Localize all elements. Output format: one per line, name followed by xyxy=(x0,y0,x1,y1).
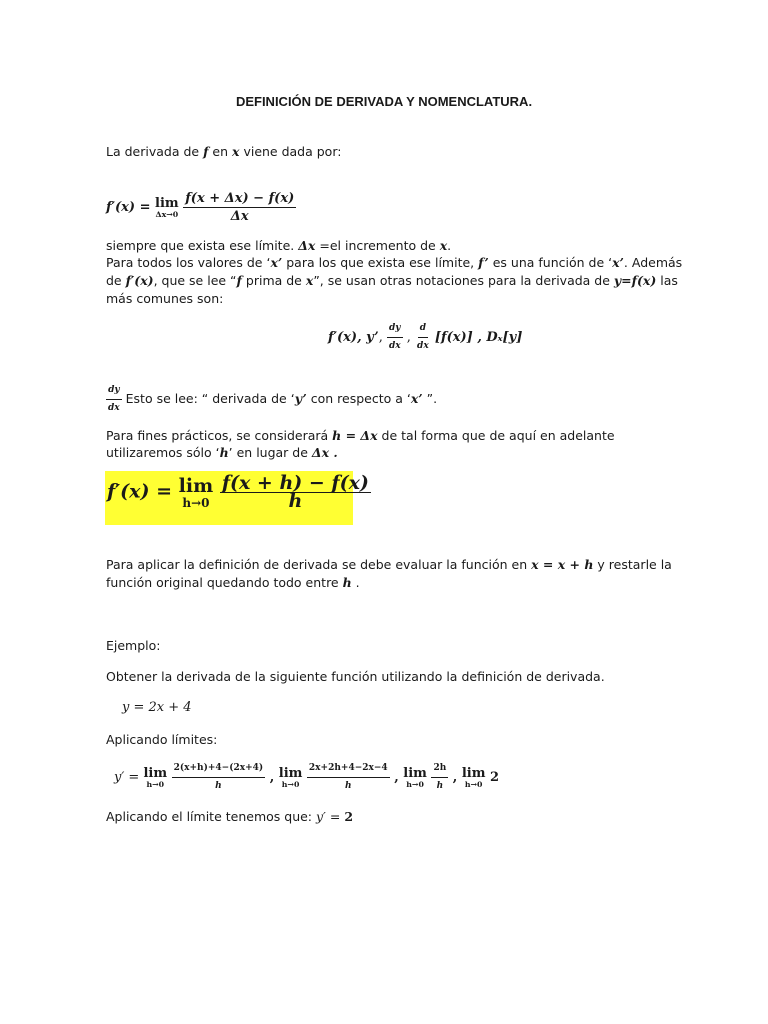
math-y-fx: y=f(x) xyxy=(613,273,657,288)
numerator: 2(x+h)+4−(2x+4) xyxy=(172,760,266,778)
math-x: x xyxy=(439,238,448,253)
dydx-numerator: dy xyxy=(387,320,403,338)
separator: , xyxy=(269,770,279,785)
limit-operator xyxy=(462,767,486,789)
lim-label: lim xyxy=(278,765,303,781)
lim-subscript: h→0 xyxy=(146,779,165,789)
dydx-numerator: dy xyxy=(106,382,122,400)
text: de tal forma que de aquí en adelante xyxy=(377,428,615,443)
text: siempre que exista ese límite. xyxy=(106,238,299,253)
math-x: x’ xyxy=(410,391,423,406)
denominator: h xyxy=(436,781,444,791)
text: con respecto a ‘ xyxy=(306,391,411,406)
fraction-numerator: f(x + Δx) − f(x) xyxy=(185,191,295,206)
text: Para todos los valores de ‘ xyxy=(106,255,271,270)
numerator: 2h xyxy=(431,760,448,778)
dydx-denominator: dx xyxy=(388,341,401,351)
d-denominator: dx xyxy=(417,341,429,351)
text: en xyxy=(208,144,233,159)
page-title: DEFINICIÓN DE DERIVADA Y NOMENCLATURA. xyxy=(235,94,533,109)
highlighted-derivative-formula xyxy=(107,472,371,512)
dydx-denominator: dx xyxy=(108,403,120,413)
lim-subscript: h→0 xyxy=(464,779,483,789)
limit-fraction-1 xyxy=(172,760,266,795)
notation-fprime: f′(x), xyxy=(328,330,367,345)
math-dx: Δx . xyxy=(311,445,338,460)
example-instruction: Obtener la derivada de la siguiente función utilizando la definición de derivada. xyxy=(106,669,605,684)
limit-operator xyxy=(403,767,427,789)
lim-subscript: Δx→0 xyxy=(155,209,179,219)
limit-operator xyxy=(143,767,167,789)
math-f: f xyxy=(203,144,209,159)
separator: , xyxy=(452,770,462,785)
text: es una función de ‘ xyxy=(488,255,613,270)
example-function: y = 2x + 4 xyxy=(122,700,192,715)
yprime-label: y′ = xyxy=(114,770,144,785)
separator: , xyxy=(394,770,404,785)
paragraph-line-1 xyxy=(106,254,682,271)
notation-yprime: y’ xyxy=(366,330,379,345)
lim-subscript: h→0 xyxy=(406,779,424,789)
derivative-definition-formula xyxy=(106,190,296,225)
lim-label: lim xyxy=(143,765,168,781)
math-dx: Δx xyxy=(298,238,316,253)
math-fprime-x: f′(x) xyxy=(125,273,154,288)
paragraph-line-3: más comunes son: xyxy=(106,291,224,306)
fraction-denominator: Δx xyxy=(230,209,249,224)
text: =el incremento de xyxy=(315,238,440,253)
lim-label: lim xyxy=(461,765,486,781)
limit-result: 2 xyxy=(490,770,500,785)
fraction xyxy=(220,472,371,512)
numerator: 2x+2h+4−2x−4 xyxy=(307,760,390,778)
math-x-eq-x-plus-h: x = x + h xyxy=(531,557,594,572)
text: ”, se usan otras notaciones para la derivada de xyxy=(313,273,614,288)
text: Esto se lee: “ derivada de ‘ xyxy=(121,391,295,406)
fraction-denominator: h xyxy=(288,490,303,512)
text: Para aplicar la definición de derivada se debe evaluar la función en xyxy=(106,557,532,572)
limit-operator xyxy=(178,474,214,510)
notation-dydx xyxy=(387,320,403,355)
paragraph-line-2 xyxy=(106,272,678,289)
text: función original quedando todo entre xyxy=(106,575,343,590)
text: y restarle la xyxy=(593,557,672,572)
dydx-fraction xyxy=(106,382,122,417)
limit-fraction-3 xyxy=(431,760,448,795)
math-f: f xyxy=(236,273,242,288)
limits-row xyxy=(114,760,499,795)
practical-line-2 xyxy=(106,444,338,461)
lim-subscript: h→0 xyxy=(182,495,210,510)
text: de xyxy=(106,273,126,288)
d-numerator: d xyxy=(418,320,428,338)
separator: , xyxy=(378,330,387,345)
text: . xyxy=(447,238,452,253)
text: . xyxy=(351,575,360,590)
fraction xyxy=(183,190,296,225)
separator: , xyxy=(402,330,416,345)
limit-operator xyxy=(155,197,179,219)
math-x: x xyxy=(305,273,314,288)
dydx-reading-line xyxy=(106,382,437,417)
practical-line-1 xyxy=(106,427,615,444)
lim-label: lim xyxy=(178,474,214,497)
text: ”. xyxy=(422,391,438,406)
fraction-numerator: f(x + h) − f(x) xyxy=(221,472,369,494)
text: para los que exista ese límite, xyxy=(282,255,479,270)
formula-lhs: f′(x) = xyxy=(107,480,179,503)
limit-fraction-2 xyxy=(307,760,390,795)
notation-bracket-fx: [f(x)] , xyxy=(434,330,487,345)
math-h: h xyxy=(219,445,229,460)
math-x: x’ xyxy=(270,255,283,270)
math-h: h xyxy=(342,575,352,590)
apply-line-2 xyxy=(106,574,360,591)
apply-line-1 xyxy=(106,556,672,573)
notation-d-dx xyxy=(415,320,431,355)
math-h-eq-dx: h = Δx xyxy=(332,428,378,443)
text: viene dada por: xyxy=(239,144,342,159)
notation-dx-y: Dₓ[y] xyxy=(486,330,523,345)
applying-limits-label: Aplicando límites: xyxy=(106,732,218,747)
denominator: h xyxy=(215,781,222,791)
intro-line xyxy=(106,143,341,160)
text: las xyxy=(656,273,678,288)
example-heading: Ejemplo: xyxy=(106,638,161,653)
math-y: y’ xyxy=(294,391,307,406)
formula-lhs: f′(x) = xyxy=(106,200,156,215)
notations-formula xyxy=(328,320,522,355)
result-value: 2 xyxy=(344,809,354,824)
text: La derivada de xyxy=(106,144,204,159)
math-x: x xyxy=(232,144,240,159)
text: . Además xyxy=(623,255,683,270)
lim-label: lim xyxy=(403,765,427,781)
condition-line xyxy=(106,237,451,254)
text: , que se lee “ xyxy=(153,273,237,288)
math-fprime: f’ xyxy=(478,255,489,270)
lim-label: lim xyxy=(155,195,179,211)
yprime-label: y′ = xyxy=(316,809,345,824)
text: utilizaremos sólo ‘ xyxy=(106,445,220,460)
lim-subscript: h→0 xyxy=(281,779,300,789)
math-x: x’ xyxy=(612,255,624,270)
text: prima de xyxy=(241,273,306,288)
limit-operator xyxy=(279,767,303,789)
conclusion-line xyxy=(106,808,353,825)
text: Aplicando el límite tenemos que: xyxy=(106,809,316,824)
text: Para fines prácticos, se considerará xyxy=(106,428,333,443)
denominator: h xyxy=(345,781,352,791)
text: ’ en lugar de xyxy=(228,445,312,460)
